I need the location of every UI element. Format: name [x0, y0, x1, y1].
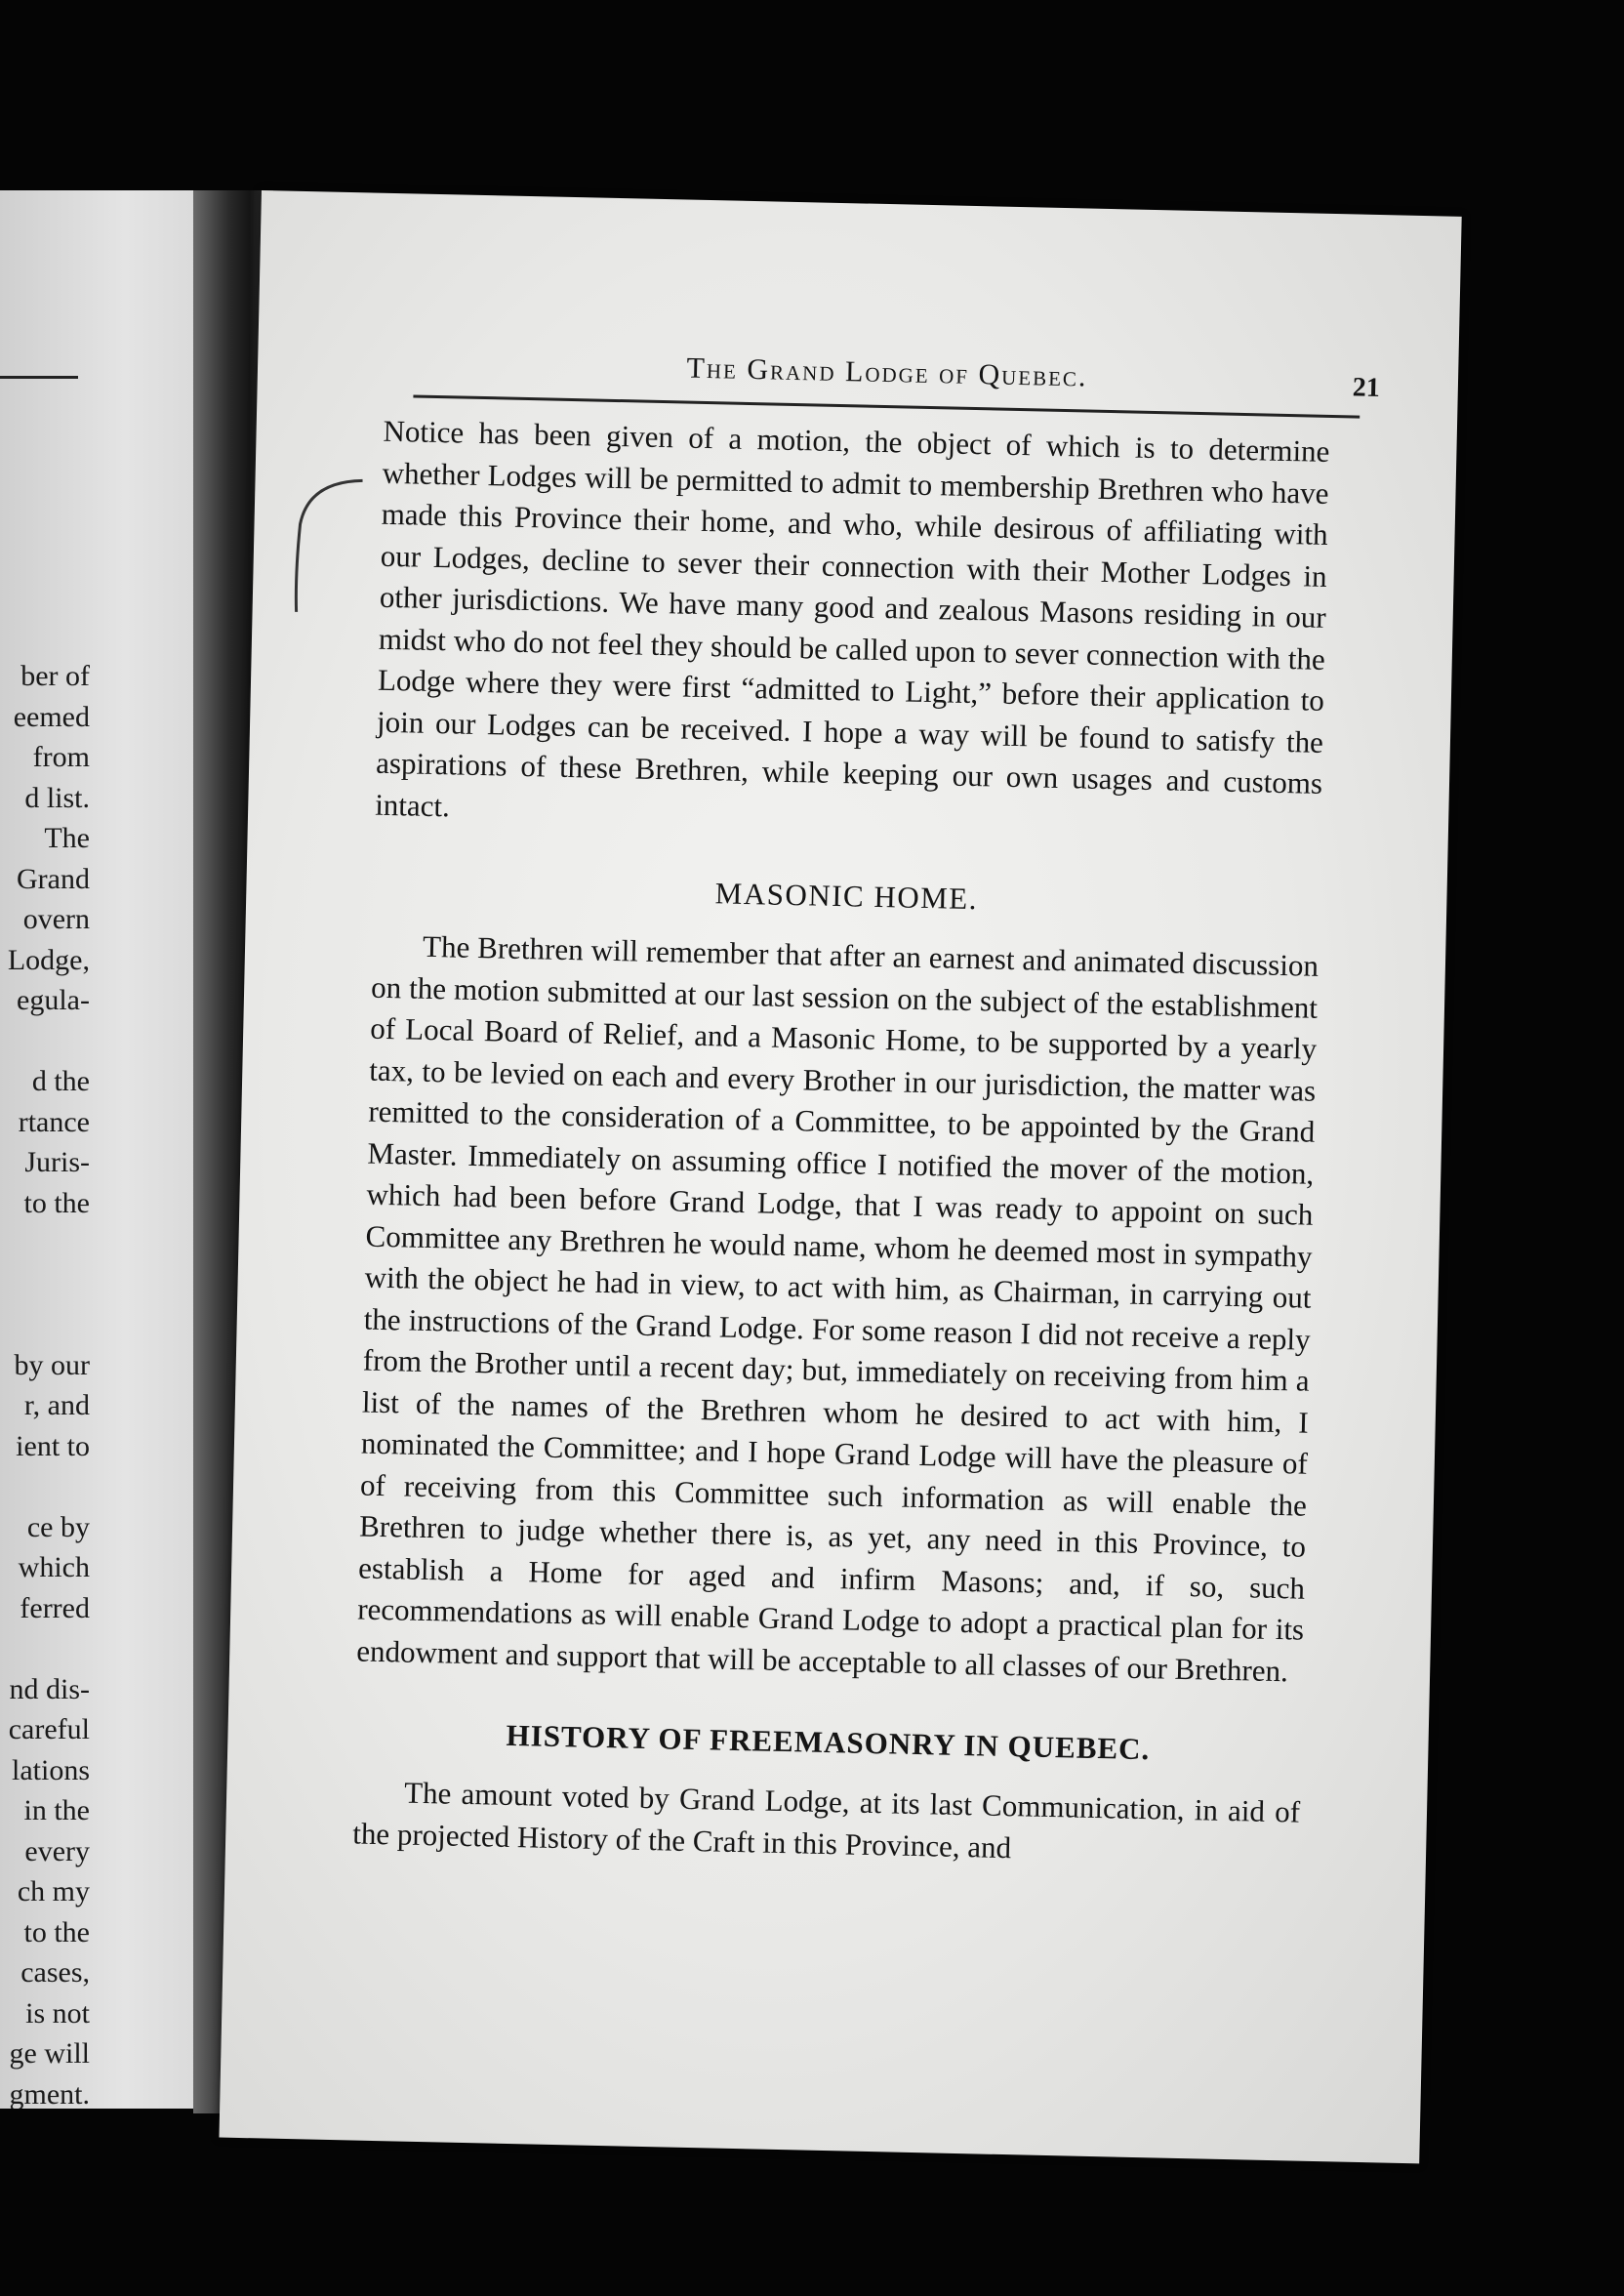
left-page-line: ient to [16, 1429, 90, 1462]
left-page-line: ferred [20, 1591, 90, 1624]
main-page [219, 190, 1461, 2163]
history-paragraph: The amount voted by Grand Lodge, at its last Communication, in aid of the projected History of the Craft in this Province, and [351, 1775, 1301, 1865]
left-page-line: Juris- [24, 1146, 90, 1178]
left-page-line: ce by [26, 1510, 90, 1543]
left-page-line: careful [8, 1713, 90, 1745]
left-page-line: in the [23, 1794, 90, 1826]
left-page-line: which [18, 1551, 90, 1583]
running-head [413, 340, 1381, 418]
left-page-line: every [24, 1834, 90, 1867]
left-page-line: to the [23, 1186, 90, 1219]
masonic-home-heading: MASONIC HOME. [714, 876, 979, 917]
left-page-line: eemed [13, 700, 90, 733]
left-page-line: lations [12, 1753, 90, 1786]
left-page-line: by our [14, 1348, 90, 1381]
page-number: 21 [1352, 372, 1381, 404]
left-page-line: The [44, 822, 90, 854]
left-page-line: egula- [17, 984, 90, 1016]
left-page-line: nd dis- [9, 1672, 90, 1705]
left-page-line: to the [23, 1915, 90, 1948]
intro-section [375, 411, 1330, 846]
left-page-rule [0, 376, 78, 379]
left-page-line: Grand [17, 862, 90, 895]
left-page-line: d list. [24, 781, 90, 814]
left-page-line: overn [22, 903, 90, 935]
pencil-margin-mark [286, 475, 367, 624]
left-page-line: ge will [9, 2037, 90, 2070]
running-head-title: The Grand Lodge of Quebec. [686, 351, 1088, 393]
left-page-line: gment. [9, 2077, 90, 2109]
left-page-line: ber of [20, 660, 90, 692]
left-page-line: Lodge, [7, 943, 90, 976]
history-heading: HISTORY OF FREEMASONRY IN QUEBEC. [506, 1717, 1151, 1767]
intro-paragraph: Notice has been given of a motion, the object of which is to determine whether Lodges will be permitted to admit to membership Brethren who have made this Province their home, and who, while desirous of affiliating with our Lodges, decline to sever their connection with their Mother Lodges in other jurisdictions. We have many good and zealous Masons residing in our midst who do not feel they should be called upon to sever connection with the Lodge where they were first “admitted to Light,” before their application to join our Lodges can be received. I hope a way will be found to satisfy the aspirations of these Brethren, while keeping our own usages and customs intact. [374, 413, 1330, 823]
masonic-home-paragraph: The Brethren will remember that after an earnest and animated discussion on the motion submitted at our last session on the subject of the establishment of Local Board of Relief, and a Masonic Home, to be supported by a yearly tax, to be levied on each and every Brother in our jurisdiction, the matter was remitted to the consideration of a Committee, to be appointed by the Grand Master. Immediately on assuming office I notified the mover of the motion, which had been before Grand Lodge, that I was ready to appoint on such Committee any Brethren he would name, whom he deemed most in sympathy with the object he had in view, to act with him, as Chairman, in carrying out the instructions of the Grand Lodge. For some reason I did not receive a reply from the Brother until a recent day; but, immediately on receiving from him a list of the names of the Brethren whom he desired to act with him, I nominated the Committee; and I hope Grand Lodge will have the pleasure of of receiving from this Committee such information as will enable the Brethren to judge whether there is, as yet, any need in this Province, to establish a Home for aged and infirm Masons; and, if so, such recommendations as will enable Grand Lodge to adopt a practical plan for its endowment and support that will be acceptable to all classes of our Brethren. [356, 928, 1320, 1688]
page-content [351, 340, 1381, 1875]
left-page-line: rtance [18, 1105, 90, 1138]
left-page-line: from [32, 741, 90, 773]
left-page-line: cases, [20, 1956, 90, 1988]
left-page-line: is not [25, 1996, 90, 2030]
left-page-line: r, and [23, 1389, 90, 1421]
left-page-line: ch my [17, 1875, 90, 1907]
left-page-line: d the [31, 1065, 90, 1097]
